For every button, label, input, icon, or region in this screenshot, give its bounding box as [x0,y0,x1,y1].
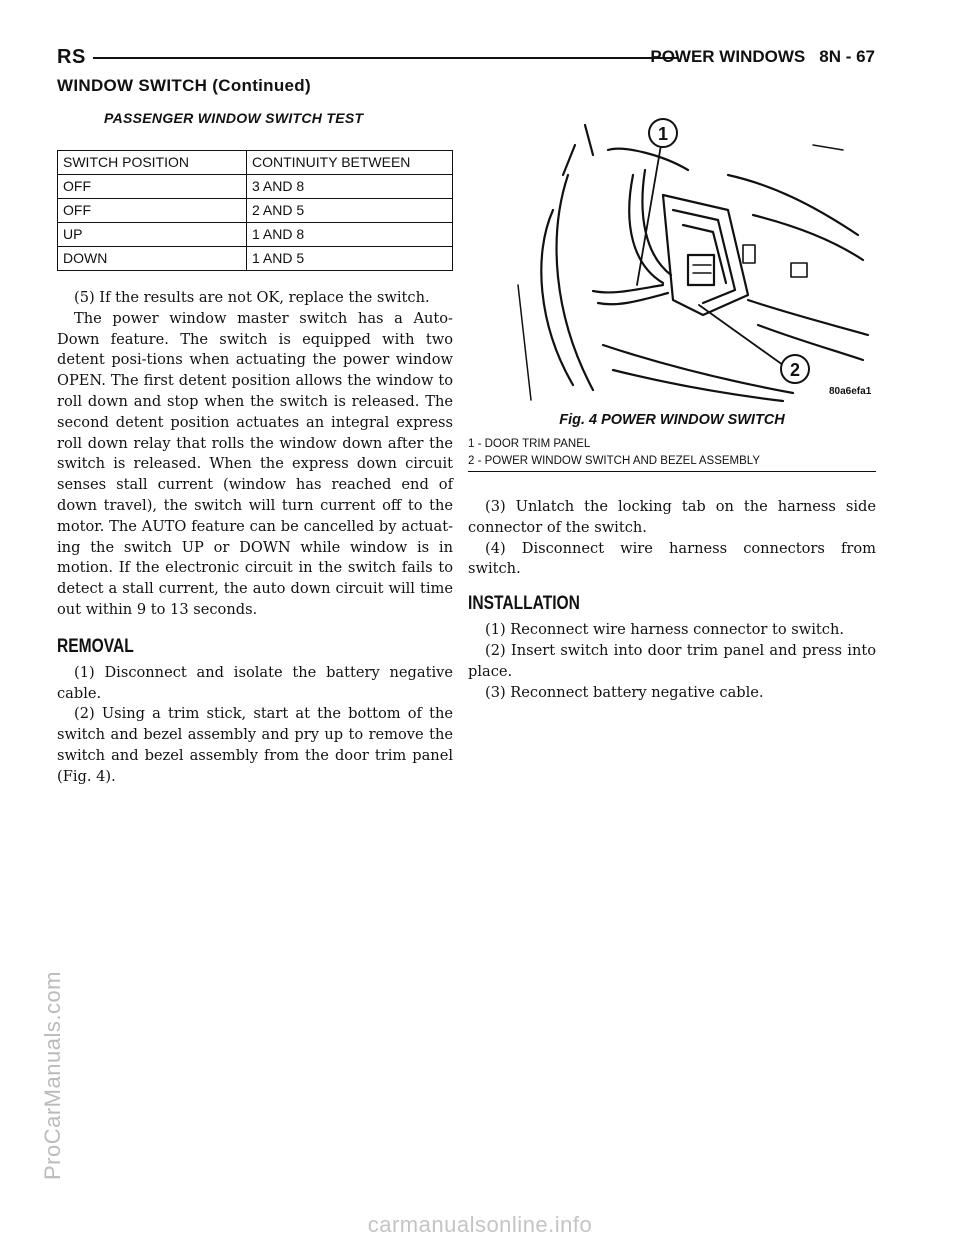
paragraph: (1) Reconnect wire harness connector to switch. [485,621,844,639]
table-cell: 3 AND 8 [247,175,453,199]
removal-heading: REMOVAL [57,635,134,657]
left-column [57,288,453,788]
figure-callout-1: 1 [657,124,669,144]
table-cell: DOWN [58,247,247,271]
legend-item: 2 - POWER WINDOW SWITCH AND BEZEL ASSEMBLY [468,455,761,467]
power-window-switch-figure [513,115,873,405]
table-header-cell: SWITCH POSITION [58,151,247,175]
table-row [58,247,453,271]
side-watermark: ProCarManuals.com [40,970,65,1180]
paragraph: (2) Insert switch into door trim panel and press into place. [468,641,876,680]
header-model-code: RS [57,46,86,68]
table-cell: OFF [58,175,247,199]
installation-heading: INSTALLATION [468,593,580,615]
header-rule [93,57,677,59]
table-cell: UP [58,223,247,247]
paragraph: The power window master switch has a Auto-Down feature. The switch is equipped with two detent posi-tions when actuating the power window OPEN. The first detent position allows the window to roll down and stop when the switch is released. The second detent position actuates an integral express roll down relay that rolls the window down after the switch is released. When the express down circuit senses stall current (window has reached end of down travel), the switch will turn current off to the motor. The AUTO feature can be cancelled by actuat-ing the switch UP or DOWN while window is in motion. If the electronic circuit in the switch fails to detect a stall current, the auto down circuit will time out within 9 to 13 seconds. [57,309,453,618]
figure-legend [468,436,876,470]
continued-title: WINDOW SWITCH (Continued) [57,76,311,95]
table-cell: OFF [58,199,247,223]
figure-callout-2: 2 [789,360,801,380]
table-header-row [58,151,453,175]
paragraph: (4) Disconnect wire harness connectors from switch. [468,539,876,578]
header-page-number: 8N - 67 [819,47,875,66]
paragraph: (2) Using a trim stick, start at the bottom of the switch and bezel assembly and pry up to remove the switch and bezel assembly from the door trim panel (Fig. 4). [57,705,453,785]
header-section-title: POWER WINDOWS [650,47,806,66]
figure-caption: Fig. 4 POWER WINDOW SWITCH [559,412,785,428]
table-cell: 1 AND 5 [247,247,453,271]
table-row [58,175,453,199]
table-row [58,199,453,223]
table-cell: 1 AND 8 [247,223,453,247]
header-right [650,44,875,70]
right-column [468,497,876,703]
table-header-cell: CONTINUITY BETWEEN [247,151,453,175]
table-title: PASSENGER WINDOW SWITCH TEST [104,110,364,126]
figure-code: 80a6efa1 [829,386,872,397]
page-header [57,44,875,70]
paragraph: (3) Reconnect battery negative cable. [485,683,764,701]
paragraph: (1) Disconnect and isolate the battery negative cable. [57,663,453,702]
legend-rule [468,471,876,472]
paragraph: (5) If the results are not OK, replace the switch. [74,289,430,306]
table-cell: 2 AND 5 [247,199,453,223]
table-row [58,223,453,247]
footer-watermark: carmanualsonline.info [367,1212,593,1237]
switch-test-table [57,150,453,271]
paragraph: (3) Unlatch the locking tab on the harness side connector of the switch. [468,498,876,536]
legend-item: 1 - DOOR TRIM PANEL [468,438,591,450]
